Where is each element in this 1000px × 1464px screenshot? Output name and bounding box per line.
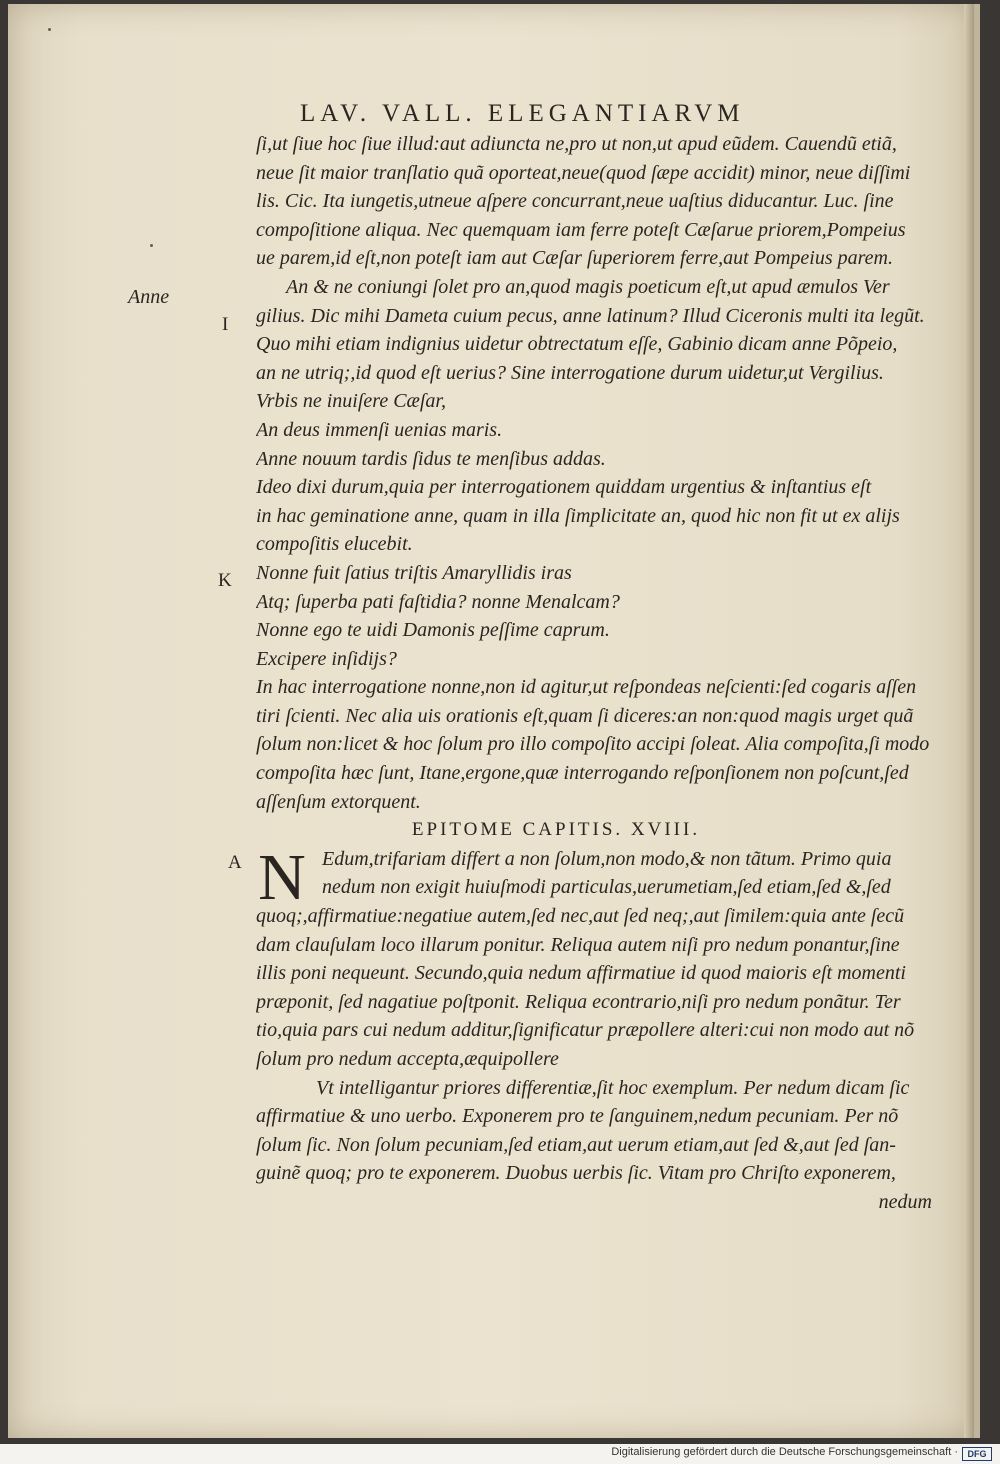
text-line: ſi,ut ſiue hoc ſiue illud:aut adiuncta ne,pro ut non,ut apud eũdem. Cauendũ etiã, bbox=[256, 133, 897, 155]
text-line: ſolum non:licet & hoc ſolum pro illo compoſito accipi ſoleat. Alia compoſita,ſi modo bbox=[256, 733, 930, 756]
text-line: In hac interrogatione nonne,non id agitur,ut reſpondeas neſcienti:ſed cogaris aſſen bbox=[256, 676, 917, 699]
text-line: ſolum pro nedum accepta,æquipollere bbox=[256, 1048, 559, 1070]
text-line: aſſenſum extorquent. bbox=[256, 790, 421, 813]
drop-cap: N bbox=[258, 840, 306, 914]
text-line: gilius. Dic mihi Dameta cuium pecus, anne latinum? Illud Ciceronis multi ita legũt. bbox=[256, 304, 925, 327]
verse-line: Vrbis ne inuiſere Cæſar, bbox=[256, 390, 446, 413]
text-line: an ne utriq;,id quod eſt uerius? Sine interrogatione durum uidetur,ut Vergilius. bbox=[256, 361, 884, 384]
chapter-opening bbox=[256, 840, 946, 914]
text-line: dam clauſulam loco illarum ponitur. Reliqua autem niſi pro nedum ponantur,ſine bbox=[256, 933, 900, 956]
text-line: illis poni nequeunt. Secundo,quia nedum affirmatiue id quod maioris eſt momenti bbox=[256, 962, 906, 985]
text-line: guinẽ quoq; pro te exponerem. Duobus uerbis ſic. Vitam pro Chriſto exponerem, bbox=[256, 1162, 896, 1185]
verse-line: Nonne fuit ſatius triſtis Amaryllidis iras bbox=[256, 561, 572, 584]
text-line: Quo mihi etiam indignius uidetur obtrectatum eſſe, Gabinio dicam anne Põpeio, bbox=[256, 333, 898, 356]
text-line: lis. Cic. Ita iungetis,utneue aſpere concurrant,neue uaſtius diducantur. Luc. ſine bbox=[256, 190, 894, 213]
ink-spot bbox=[48, 28, 51, 31]
margin-note-anne: Anne bbox=[128, 286, 170, 308]
text-line: tiri ſcienti. Nec alia uis orationis eſt,quam ſi diceres:an non:quod magis urget quã bbox=[256, 704, 914, 727]
dfg-logo-icon: DFG bbox=[962, 1447, 992, 1461]
text-line: ſolum ſic. Non ſolum pecuniam,ſed etiam,aut uerum etiam,aut ſed &,aut ſed ſan- bbox=[256, 1133, 896, 1156]
text-line: præponit, ſed nagatiue poſtponit. Reliqua econtrario,niſi pro nedum ponãtur. Ter bbox=[256, 990, 901, 1013]
footer-credit: Digitalisierung gefördert durch die Deutsche Forschungsgemeinschaft · bbox=[611, 1446, 958, 1458]
catchword: nedum bbox=[878, 1190, 932, 1213]
margin-letter-k: K bbox=[218, 570, 232, 591]
verse-line: Atq; ſuperba pati faſtidia? nonne Menalcam? bbox=[256, 590, 620, 613]
text-line: tio,quia pars cui nedum additur,ſignificatur præpollere alteri:cui non modo aut nõ bbox=[256, 1019, 915, 1042]
text-line: compoſitione aliqua. Nec quemquam iam ferre poteſt Cæſarue priorem,Pompeius bbox=[256, 218, 906, 241]
text-line: in hac geminatione anne, quam in illa ſimplicitate an, quod hic non fit ut ex alijs bbox=[256, 504, 900, 527]
ink-spot bbox=[150, 244, 153, 247]
text-line: neue ſit maior tranſlatio quã oporteat,neue(quod ſæpe accidit) minor, neue diſſimi bbox=[256, 161, 911, 184]
section-title: EPITOME CAPITIS. XVIII. bbox=[411, 819, 701, 841]
verse-line: Nonne ego te uidi Damonis peſſime caprum. bbox=[256, 619, 610, 642]
footer-bar bbox=[0, 1444, 1000, 1464]
text-line: compoſitis elucebit. bbox=[256, 533, 413, 556]
running-head: LAV. VALL. ELEGANTIARVM bbox=[300, 100, 745, 127]
verse-line: Excipere inſidijs? bbox=[256, 647, 397, 670]
page-edge bbox=[964, 4, 974, 1438]
verse-line: Anne nouum tardis ſidus te menſibus addas. bbox=[256, 447, 606, 470]
verse-line: An deus immenſi uenias maris. bbox=[256, 418, 503, 441]
text-line: Ideo dixi durum,quia per interrogationem quiddam urgentius & inſtantius eſt bbox=[256, 476, 872, 499]
text-line: affirmatiue & uno uerbo. Exponerem pro te ſanguinem,nedum pecuniam. Per nõ bbox=[256, 1105, 899, 1128]
text-line: Vt intelligantur priores differentiæ,ſit hoc exemplum. Per nedum dicam ſic bbox=[316, 1076, 910, 1099]
text-line: An & ne coniungi ſolet pro an,quod magis poeticum eſt,ut apud æmulos Ver bbox=[286, 275, 890, 298]
margin-letter-i: I bbox=[222, 314, 229, 335]
margin-letter-a: A bbox=[228, 852, 242, 873]
main-text bbox=[256, 130, 946, 1217]
text-line: Edum,trifariam differt a non ſolum,non modo,& non tãtum. Primo quia bbox=[322, 847, 892, 870]
text-line: ue parem,id eſt,non poteſt iam aut Cæſar ſuperiorem ferre,aut Pompeius parem. bbox=[256, 247, 893, 270]
text-line: compoſita hæc ſunt, Itane,ergone,quæ interrogando reſponſionem non poſcunt,ſed bbox=[256, 762, 909, 785]
text-line: quoq;,affirmatiue:negatiue autem,ſed nec,aut ſed neq;,aut ſimilem:quia ante ſecũ bbox=[256, 905, 905, 928]
text-line: nedum non exigit huiuſmodi particulas,uerumetiam,ſed etiam,ſed &,ſed bbox=[322, 876, 891, 899]
